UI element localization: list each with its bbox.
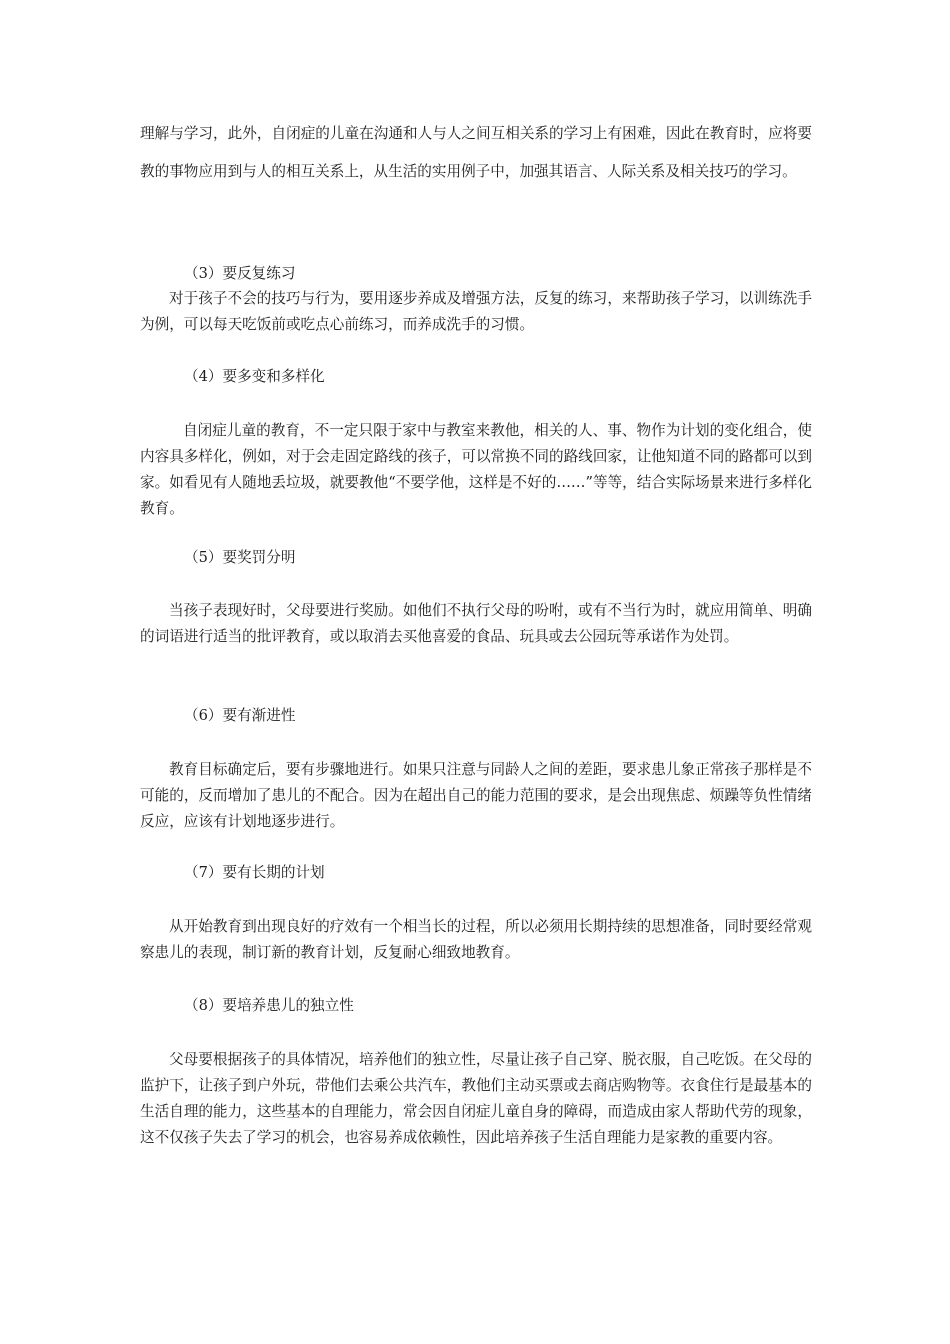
paragraph-5: 当孩子表现好时，父母要进行奖励。如他们不执行父母的吩咐，或有不当行为时，就应用简单、明确的词语进行适当的批评教育，或以取消去买他喜爱的食品、玩具或去公园玩等承诺作为处罚。 xyxy=(140,602,812,645)
paragraph-3: 对于孩子不会的技巧与行为，要用逐步养成及增强方法，反复的练习，来帮助孩子学习，以训练洗手为例，可以每天吃饭前或吃点心前练习，而养成洗手的习惯。 xyxy=(140,290,812,333)
paragraph-8: 父母要根据孩子的具体情况，培养他们的独立性，尽量让孩子自己穿、脱衣服，自己吃饭。在父母的监护下，让孩子到户外玩，带他们去乘公共汽车，教他们主动买票或去商店购物等。衣食住行是最基本的生活自理的能力，这些基本的自理能力，常会因自闭症儿童自身的障碍，而造成由家人帮助代劳的现象，这不仅孩子失去了学习的机会，也容易养成依赖性，因此培养孩子生活自理能力是家教的重要内容。 xyxy=(140,1051,812,1146)
heading-6: （6）要有渐进性 xyxy=(184,707,296,724)
paragraph-intro: 理解与学习，此外，自闭症的儿童在沟通和人与人之间互相关系的学习上有困难，因此在教育时，应将要教的事物应用到与人的相互关系上，从生活的实用例子中，加强其语言、人际关系及相关技巧的学习。 xyxy=(140,125,812,180)
paragraph-7: 从开始教育到出现良好的疗效有一个相当长的过程，所以必须用长期持续的思想准备，同时要经常观察患儿的表现，制订新的教育计划，反复耐心细致地教育。 xyxy=(140,918,812,961)
heading-3: （3）要反复练习 xyxy=(184,265,296,282)
heading-8: （8）要培养患儿的独立性 xyxy=(184,997,354,1014)
paragraph-4: 自闭症儿童的教育，不一定只限于家中与教室来教他，相关的人、事、物作为计划的变化组合，使内容具多样化，例如，对于会走固定路线的孩子，可以常换不同的路线回家，让他知道不同的路都可以到家。如看见有人随地丢垃圾，就要教他“不要学他，这样是不好的……”等等，结合实际场景来进行多样化教育。 xyxy=(140,422,812,517)
heading-4: （4）要多变和多样化 xyxy=(184,368,325,385)
heading-7: （7）要有长期的计划 xyxy=(184,864,325,881)
heading-5: （5）要奖罚分明 xyxy=(184,549,296,566)
paragraph-6: 教育目标确定后，要有步骤地进行。如果只注意与同龄人之间的差距，要求患儿象正常孩子那样是不可能的，反而增加了患儿的不配合。因为在超出自己的能力范围的要求，是会出现焦虑、烦躁等负性情绪反应，应该有计划地逐步进行。 xyxy=(140,761,812,830)
